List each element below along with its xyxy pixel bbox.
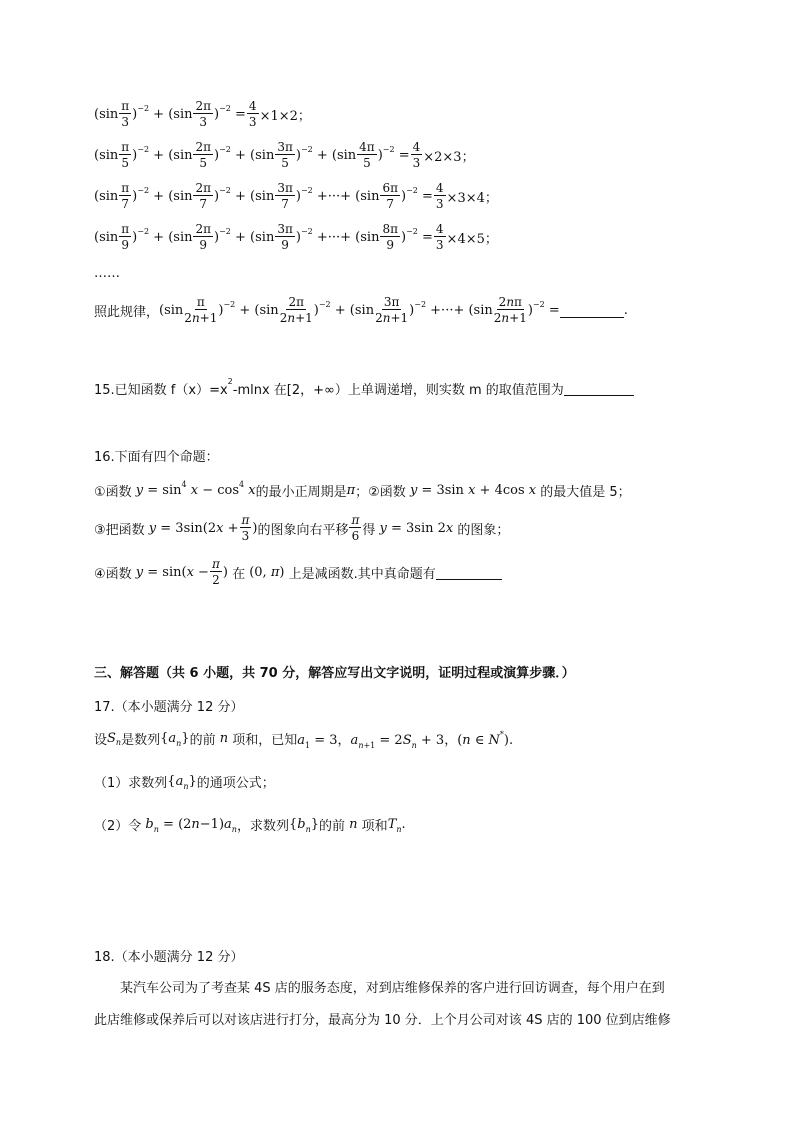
pattern-equation-3: (sin $\frac{\pi}{7}$ )$^{-2}$ + (sin $\frac{2\pi}{7}$ )$^{-2}$ + (sin $\frac{3\pi}{7}$ )$^{-2}$ +···+ (sin $\frac{6\pi}{7}$ )$^{-2}$ = $\frac{4}{3}$ ×3×4； (94, 181, 498, 211)
answer-blank-16[interactable] (436, 565, 502, 580)
fraction: $\frac{\pi}{3}$ (121, 99, 130, 129)
question-18-text-line-2: 此店维修或保养后可以对该店进行打分，最高分为 10 分．上个月公司对该 4S 店的 100 位到店维修 (94, 1013, 671, 1028)
question-17-part-1: （1）求数列 $\{a_n\}$ 的通项公式； (94, 774, 275, 791)
pattern-equation-2: (sin $\frac{\pi}{5}$ )$^{-2}$ + (sin $\frac{2\pi}{5}$ )$^{-2}$ + (sin $\frac{3\pi}{5}$ )$^{-2}$ + (sin $\frac{4\pi}{5}$ )$^{-2}$ = $\frac{4}{3}$ ×2×3； (94, 140, 475, 170)
answer-blank-15[interactable] (564, 381, 634, 396)
question-17-stem: 设 S n 是数列 $\{a_n\}$ 的前 n 项和，已知 $a_1 = 3$，$a_{n+1} = 2S_n + 3$，(n ∈ N*). (94, 730, 514, 750)
pattern-equation-4: (sin $\frac{\pi}{9}$ )$^{-2}$ + (sin $\frac{2\pi}{9}$ )$^{-2}$ + (sin $\frac{3\pi}{9}$ )$^{-2}$ +···+ (sin $\frac{8\pi}{9}$ )$^{-2}$ = $\frac{4}{3}$ ×4×5； (94, 222, 498, 252)
question-18-text-line-1: 某汽车公司为了考查某 4S 店的服务态度，对到店维修保养的客户进行回访调查，每个用户在到 (120, 981, 665, 996)
question-17-title: 17.（本小题满分 12 分） (94, 700, 244, 715)
pattern-equation-1: (sin $\frac{\pi}{3}$ )$^{-2}$ + (sin $\frac{2\pi}{3}$ )$^{-2}$ = $\frac{4}{3}$ ×1×2； (94, 99, 311, 129)
question-16-title: 16.下面有四个命题： (94, 450, 219, 465)
section-3-heading: 三、解答题（共 6 小题，共 70 分，解答应写出文字说明，证明过程或演算步骤．） (94, 666, 575, 681)
question-15: 15.已知函数 f（x）=x 2 -mlnx 在[2，+∞）上单调递增，则实数 m 的取值范围为 (94, 379, 634, 398)
question-16-proposition-4: ④函数 y = sin(x − $\frac{\pi}{2}$ ) 在 (0, π) 上是减函数.其中真命题有 (94, 558, 502, 586)
answer-blank[interactable] (560, 303, 624, 318)
question-16-proposition-1-2: ①函数 y = $\sin^4 x - \cos^4 x$ 的最小正周期是 π ；②函数 y = 3sin x + 4cos x 的最大值是 5； (94, 480, 631, 500)
conclusion-prefix: 照此规律， (94, 304, 160, 320)
question-18-title: 18.（本小题满分 12 分） (94, 950, 244, 965)
question-16-proposition-3: ③把函数 y = 3sin(2x + $\frac{\pi}{3}$ ) 的图象向右平移 $\frac{\pi}{6}$ 得 y = 3sin 2x 的图象； (94, 513, 510, 543)
pattern-conclusion: 照此规律， (sin $\frac{\pi}{2n+1}$ )$^{-2}$ + (sin $\frac{2\pi}{2n+1}$ )$^{-2}$ + (sin $\frac{3\pi}{2n+1}$ )$^{-2}$ +···+ (sin $\frac{2n\pi}{2n+1}$ )$^{-2}$ = . (94, 295, 628, 325)
ellipsis: …… (94, 266, 120, 281)
question-17-part-2: （2）令 $b_n = (2n-1)a_n$ ，求数列 $\{b_n\}$ 的前 n 项和 $T_n$. (94, 817, 406, 834)
